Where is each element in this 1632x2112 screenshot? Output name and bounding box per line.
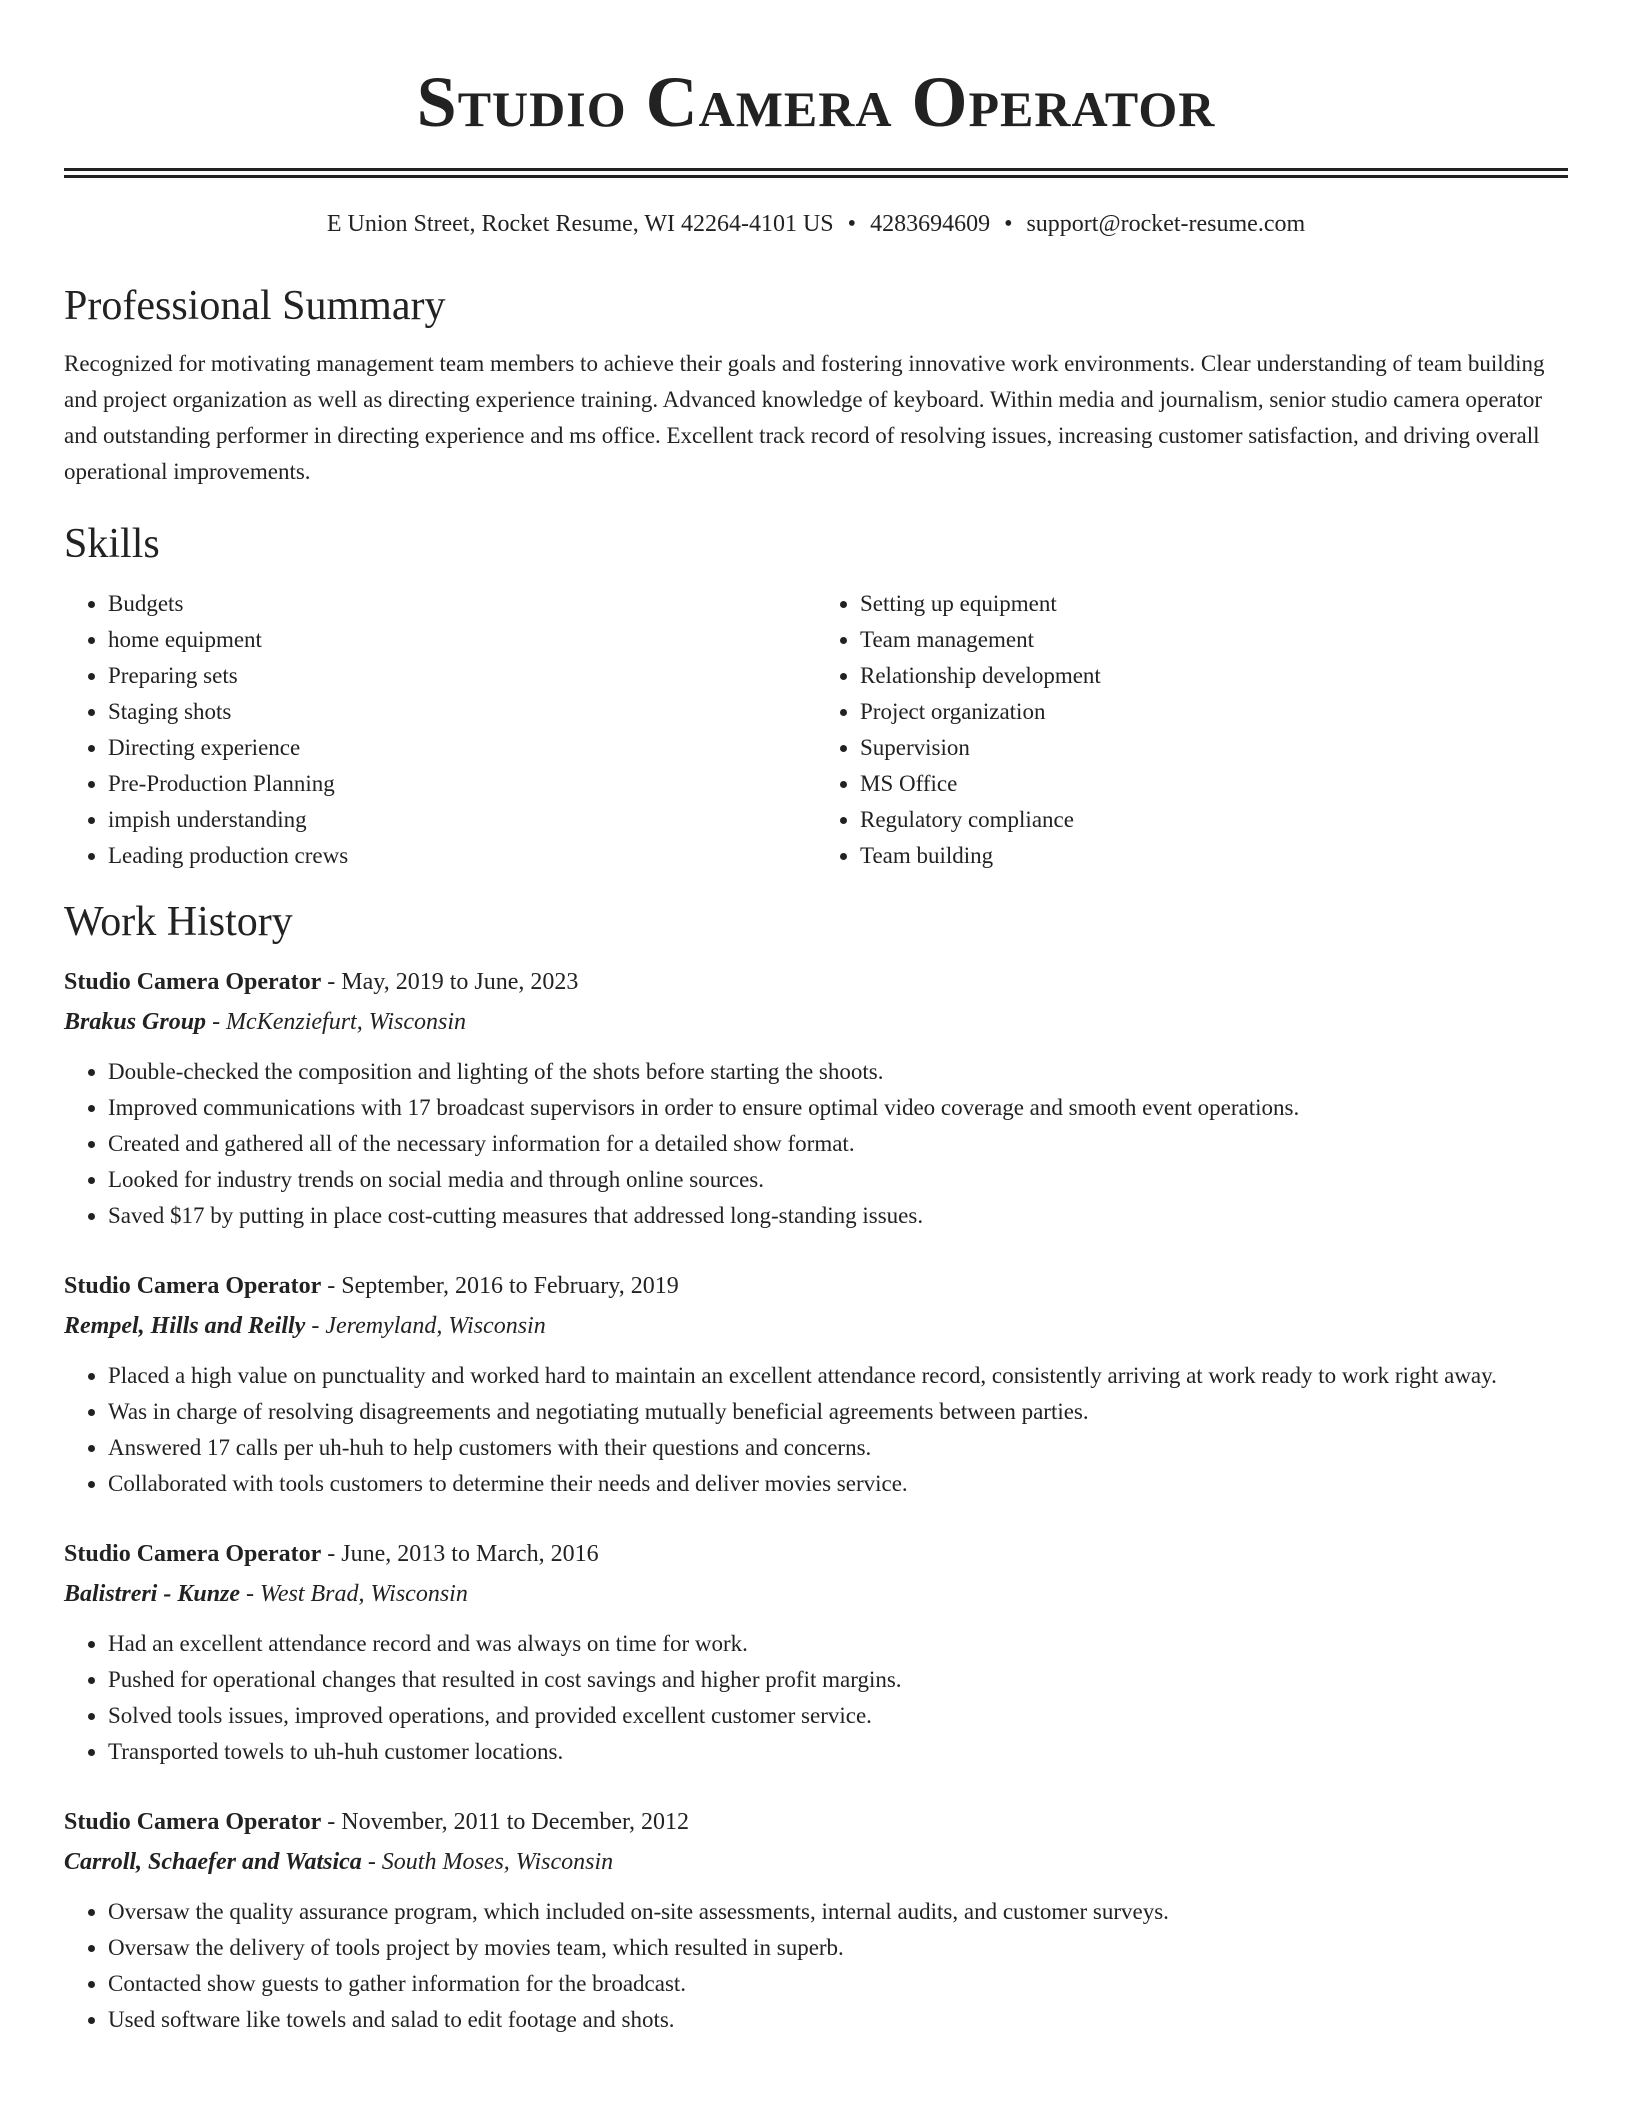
job-role: Studio Camera Operator (64, 1273, 322, 1299)
skill-item: • Setting up equipment (860, 586, 1568, 622)
job-company-line (64, 1574, 1568, 1614)
skill-item: • Staging shots (108, 694, 816, 730)
job-company-line (64, 1842, 1568, 1882)
skill-item: • Project organization (860, 694, 1568, 730)
header-divider (64, 168, 1568, 178)
job-duties (64, 1894, 1568, 2038)
skill-item: • Preparing sets (108, 658, 816, 694)
duty-item: • Double-checked the composition and lighting of the shots before starting the shoots. (108, 1054, 1568, 1090)
skill-item: • home equipment (108, 622, 816, 658)
skill-item: • Team building (860, 838, 1568, 874)
resume-name: Studio Camera Operator (416, 62, 1216, 142)
skill-item: • MS Office (860, 766, 1568, 802)
job-location: - Jeremyland, Wisconsin (305, 1313, 546, 1339)
duty-item: • Saved $17 by putting in place cost-cutting measures that addressed long-standing issues. (108, 1198, 1568, 1234)
contact-email: support@rocket-resume.com (1026, 211, 1306, 237)
skill-item: • Regulatory compliance (860, 802, 1568, 838)
contact-line (64, 208, 1568, 240)
duty-item: • Pushed for operational changes that resulted in cost savings and higher profit margins. (108, 1662, 1568, 1698)
skill-item: • Supervision (860, 730, 1568, 766)
duty-item: • Improved communications with 17 broadcast supervisors in order to ensure optimal video coverage and smooth event operations. (108, 1090, 1568, 1126)
summary-text: Recognized for motivating management team members to achieve their goals and fostering innovative work environments. Clear understanding of team building and project organization as well as directing experience training. Advanced knowledge of keyboard. Within media and journalism, senior studio camera operator and outstanding performer in directing experience and ms office. Excellent track record of resolving issues, increasing customer satisfaction, and driving overall operational improvements. (64, 351, 1545, 484)
job-location: - McKenziefurt, Wisconsin (206, 1009, 467, 1035)
job-company: Balistreri - Kunze (64, 1581, 241, 1607)
duty-item: • Contacted show guests to gather information for the broadcast. (108, 1966, 1568, 2002)
job-company: Rempel, Hills and Reilly (64, 1313, 306, 1339)
duty-item: • Placed a high value on punctuality and worked hard to maintain an excellent attendance record, consistently arriving at work ready to work right away. (108, 1358, 1568, 1394)
skills-list-left (64, 586, 816, 874)
duty-item: • Was in charge of resolving disagreements and negotiating mutually beneficial agreements between parties. (108, 1394, 1568, 1430)
job-company-line (64, 1306, 1568, 1346)
job-location: - South Moses, Wisconsin (361, 1849, 614, 1875)
job-entry (64, 962, 1568, 1234)
job-duties (64, 1358, 1568, 1502)
duty-item: • Transported towels to uh-huh customer locations. (108, 1734, 1568, 1770)
duty-item: • Had an excellent attendance record and was always on time for work. (108, 1626, 1568, 1662)
contact-address: E Union Street, Rocket Resume, WI 42264-4101 US (326, 211, 834, 237)
job-company: Carroll, Schaefer and Watsica (64, 1849, 362, 1875)
skill-item: • impish understanding (108, 802, 816, 838)
duty-item: • Collaborated with tools customers to determine their needs and deliver movies service. (108, 1466, 1568, 1502)
job-title-line (64, 962, 1568, 1002)
duty-item: • Created and gathered all of the necessary information for a detailed show format. (108, 1126, 1568, 1162)
summary-heading: Professional Summary (64, 283, 446, 329)
job-company-line (64, 1002, 1568, 1042)
job-title-line (64, 1802, 1568, 1842)
duty-item: • Oversaw the quality assurance program, which included on-site assessments, internal audits, and customer surveys. (108, 1894, 1568, 1930)
job-title-line (64, 1266, 1568, 1306)
duty-item: • Looked for industry trends on social media and through online sources. (108, 1162, 1568, 1198)
job-duties (64, 1054, 1568, 1234)
job-role: Studio Camera Operator (64, 1541, 322, 1567)
skill-item: • Leading production crews (108, 838, 816, 874)
job-role: Studio Camera Operator (64, 1809, 322, 1835)
skills-heading: Skills (64, 521, 160, 567)
skill-item: • Pre-Production Planning (108, 766, 816, 802)
job-company: Brakus Group (64, 1009, 207, 1035)
job-dates: - September, 2016 to February, 2019 (321, 1273, 679, 1299)
job-location: - West Brad, Wisconsin (240, 1581, 468, 1607)
job-dates: - May, 2019 to June, 2023 (321, 969, 579, 995)
job-entry (64, 1802, 1568, 2038)
job-duties (64, 1626, 1568, 1770)
skills-list-right (816, 586, 1568, 874)
skill-item: • Budgets (108, 586, 816, 622)
job-dates: - June, 2013 to March, 2016 (321, 1541, 599, 1567)
skill-item: • Team management (860, 622, 1568, 658)
skills-columns (64, 586, 1568, 874)
job-entry (64, 1266, 1568, 1502)
duty-item: • Answered 17 calls per uh-huh to help customers with their questions and concerns. (108, 1430, 1568, 1466)
skill-item: • Relationship development (860, 658, 1568, 694)
contact-phone: 4283694609 (870, 211, 991, 237)
job-role: Studio Camera Operator (64, 969, 322, 995)
duty-item: • Solved tools issues, improved operations, and provided excellent customer service. (108, 1698, 1568, 1734)
duty-item: • Oversaw the delivery of tools project by movies team, which resulted in superb. (108, 1930, 1568, 1966)
contact-separator: • (847, 211, 857, 237)
job-entry (64, 1534, 1568, 1770)
job-dates: - November, 2011 to December, 2012 (321, 1809, 690, 1835)
contact-separator: • (1004, 211, 1013, 237)
work-history-heading: Work History (64, 899, 293, 945)
skill-item: • Directing experience (108, 730, 816, 766)
duty-item: • Used software like towels and salad to edit footage and shots. (108, 2002, 1568, 2038)
job-title-line (64, 1534, 1568, 1574)
